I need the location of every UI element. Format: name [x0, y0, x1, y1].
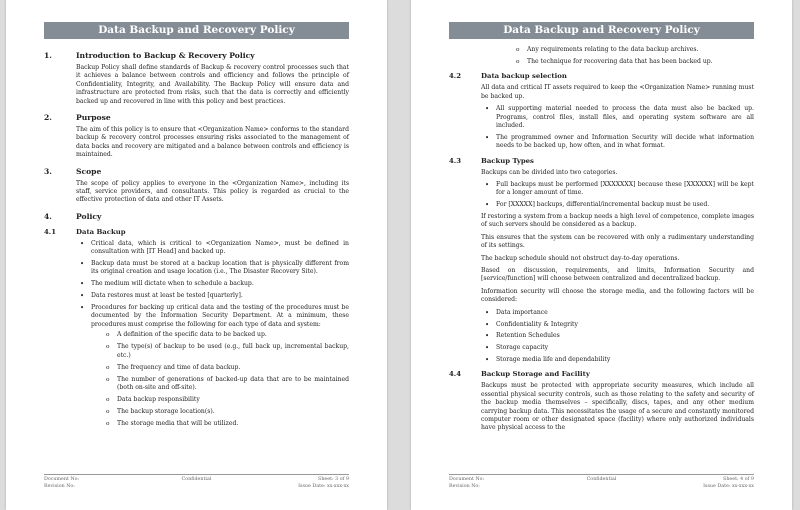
bullet-list — [449, 309, 754, 365]
section-body: If restoring a system from a backup needs a high level of competence, complete images of such servers should be considered as a backup. — [481, 213, 754, 229]
section-title: Introduction to Backup & Recovery Policy — [76, 51, 255, 60]
subsection-title: Data Backup — [76, 227, 126, 236]
section-title: Scope — [76, 166, 102, 176]
footer-confidential: Confidential — [586, 477, 617, 482]
list-item: • Storage capacity — [496, 344, 754, 352]
section-number: 1. — [44, 51, 52, 60]
footer-sheet-info — [298, 477, 349, 490]
sub-list-item: o The number of generations of backed-up data that are to be maintained (both on-site and off-site). — [117, 376, 349, 393]
document-page-right — [411, 0, 792, 510]
section-number: 2. — [44, 113, 52, 123]
sub-list-item: o Data backup responsibility — [117, 396, 349, 404]
section-title: Policy — [76, 211, 102, 221]
list-item: • The programmed owner and Information Security will decide what information needs to be backed up, how often, and in what format. — [496, 134, 754, 151]
footer-sheet-info — [703, 477, 754, 490]
subsection-title: Backup Storage and Facility — [481, 370, 590, 379]
section-title: Purpose — [76, 113, 111, 123]
subsection-number: 4.4 — [449, 370, 461, 379]
document-page-left — [6, 0, 387, 510]
subsection-heading — [449, 157, 754, 166]
section-number: 3. — [44, 166, 52, 176]
sub-list-item: o The type(s) of backup to be used (e.g., full back up, incremental backup, etc.) — [117, 343, 349, 360]
footer-issue-date: Issue Date: xx-xxx-xx — [298, 483, 349, 489]
subsection-heading — [449, 72, 754, 81]
bullet-list — [44, 240, 349, 428]
page-banner-title: Data Backup and Recovery Policy — [449, 22, 754, 39]
footer-issue-date: Issue Date: xx-xxx-xx — [703, 483, 754, 489]
sub-bullet-list — [449, 46, 754, 66]
list-item-text: Procedures for backing up critical data and the testing of the procedures must be documented by the Information Security Department. At a minimum, these procedures must comprise the following for each type of data and system: — [91, 303, 349, 328]
section-number: 4. — [44, 211, 52, 221]
page-content — [44, 44, 349, 432]
footer-confidential: Confidential — [181, 477, 212, 482]
sub-list-item: o A definition of the specific data to be backed up. — [117, 331, 349, 339]
subsection-heading — [449, 370, 754, 379]
subsection-heading — [44, 228, 349, 237]
page-footer — [44, 474, 349, 489]
section-body: Backup Policy shall define standards of Backup & recovery control processes such that it achieves a balance between controls and efficiency and follows the principle of Confidentiality, Integrity, and Availability. The Backup Policy will ensure data and infrastructure are protected from risks, such that the data is correctly and efficiently backed up and recovered in line with this policy and best practices. — [76, 64, 349, 105]
list-item: • For [XXXXX] backups, differential/incremental backup must be used. — [496, 201, 754, 209]
list-item — [91, 304, 349, 428]
list-item: • Data restores must at least be tested [quarterly]. — [91, 292, 349, 300]
section-heading — [44, 51, 349, 61]
list-item: • Data importance — [496, 309, 754, 317]
subsection-number: 4.2 — [449, 72, 461, 81]
section-heading — [44, 167, 349, 177]
section-body: All data and critical IT assets required to keep the <Organization Name> running must be backed up. — [481, 84, 754, 100]
subsection-number: 4.1 — [44, 227, 56, 236]
sub-list-item: o Any requirements relating to the data backup archives. — [527, 46, 754, 54]
list-item: • The medium will dictate when to schedule a backup. — [91, 280, 349, 288]
list-item: • Full backups must be performed [XXXXXXX] because these [XXXXXX] will be kept for a longer amount of time. — [496, 181, 754, 198]
footer-document-no: Document No: — [44, 477, 80, 482]
list-item: • Confidentiality & Integrity — [496, 321, 754, 329]
sub-list-item: o The frequency and time of data backup. — [117, 364, 349, 372]
footer-revision-no: Revision No: — [449, 483, 480, 489]
list-item: • All supporting material needed to process the data must also be backed up. Programs, control files, install files, and operating system software are all included. — [496, 105, 754, 130]
bullet-list — [449, 181, 754, 210]
subsection-number: 4.3 — [449, 156, 461, 165]
list-item: • Critical data, which is critical to <Organization Name>, must be defined in consultation with [IT Head] and backed up. — [91, 240, 349, 257]
section-body: Based on discussion, requirements, and limits, Information Security and [service/function] will choose between centralized and decentralized backup. — [481, 267, 754, 283]
page-content — [449, 44, 754, 437]
sub-bullet-list — [91, 331, 349, 428]
section-heading — [44, 212, 349, 222]
section-body: The scope of policy applies to everyone in the <Organization Name>, including its staff, service providers, and consultants. This policy is regarded as crucial to the effective protection of data and other IT Assets. — [76, 179, 349, 204]
section-body: Information security will choose the storage media, and the following factors will be considered: — [481, 287, 754, 304]
page-footer — [449, 474, 754, 489]
sub-list-item: o The technique for recovering data that has been backed up. — [527, 58, 754, 66]
subsection-title: Backup Types — [481, 156, 534, 165]
sub-list-item: o The storage media that will be utilized. — [117, 420, 349, 428]
section-body: This ensures that the system can be recovered with only a rudimentary understanding of its settings. — [481, 233, 754, 250]
section-body: Backups can be divided into two categories. — [481, 168, 618, 176]
list-item: • Backup data must be stored at a backup location that is physically different from its original creation and usage location (i.e., The Disaster Recovery Site). — [91, 260, 349, 277]
footer-document-no: Document No: — [449, 477, 485, 482]
subsection-title: Data backup selection — [481, 72, 567, 81]
sub-list-item: o The backup storage location(s). — [117, 408, 349, 416]
page-banner-title: Data Backup and Recovery Policy — [44, 22, 349, 39]
section-body: The backup schedule should not obstruct day-to-day operations. — [481, 254, 680, 262]
list-item: • Retention Schedules — [496, 332, 754, 340]
list-item: • Storage media life and dependability — [496, 356, 754, 364]
section-body: The aim of this policy is to ensure that <Organization Name> conforms to the standard backup & recovery control processes ensuring risks associated to the management of data backs and recovery are mitigated and a balance between controls and efficiency is maintained. — [76, 126, 349, 159]
footer-revision-no: Revision No: — [44, 483, 75, 489]
section-heading — [44, 113, 349, 123]
footer-sheet: Sheet: 3 of 9 — [318, 477, 349, 482]
bullet-list — [449, 105, 754, 150]
section-body: Backups must be protected with appropriate security measures, which include all essential physical security controls, such as those relating to the safety and security of the backup media themselves – specifically, discs, tapes, and any other medium carrying backup data. This necessitates the usage of a secure and constantly monitored computer room or other designated space (facility) where only authorized individuals have physical access to the — [481, 382, 754, 432]
footer-sheet: Sheet: 4 of 9 — [723, 477, 754, 482]
